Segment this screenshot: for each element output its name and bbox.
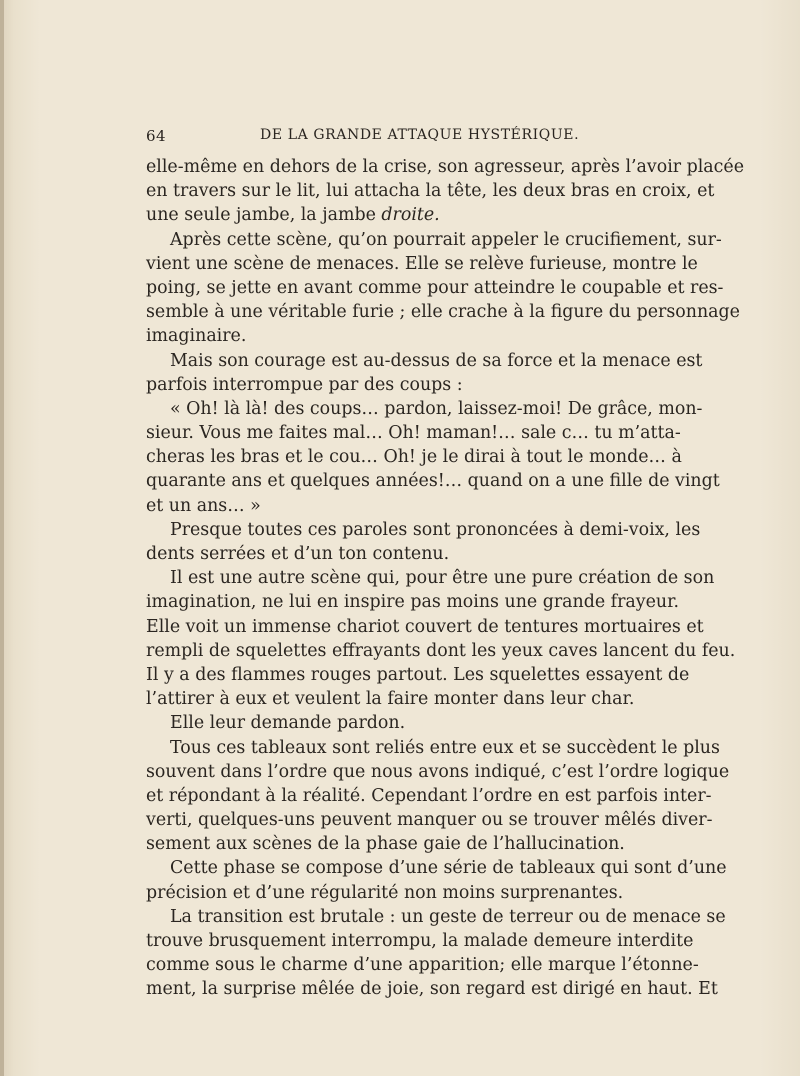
line-text: parfois interrompue par des coups :: [146, 374, 463, 395]
line-text: quarante ans et quelques années!… quand on a une fille de vingt: [146, 471, 720, 492]
running-header: [146, 127, 644, 149]
line-text: verti, quelques-uns peuvent manquer ou se trouver mêlés diver-: [146, 810, 713, 831]
text-line: [146, 832, 644, 856]
line-text: cheras les bras et le cou… Oh! je le dirai à tout le monde… à: [146, 447, 682, 468]
line-text: semble à une véritable furie ; elle crache à la figure du personnage: [146, 302, 740, 323]
text-line: [146, 179, 715, 203]
italic-word: droite.: [381, 205, 440, 226]
text-line: [146, 203, 644, 227]
line-text: imagination, ne lui en inspire pas moins une grande frayeur.: [146, 592, 680, 613]
line-text: elle-même en dehors de la crise, son agresseur, après l’avoir placée: [146, 157, 744, 177]
line-text: Il est une autre scène qui, pour être une pure création de son: [170, 568, 715, 589]
line-text: sement aux scènes de la phase gaie de l’hallucination.: [146, 834, 625, 855]
line-text: poing, se jette en avant comme pour atteindre le coupable et res-: [146, 277, 724, 298]
text-line: [146, 711, 644, 735]
text-line: [146, 929, 694, 953]
text-line: [146, 808, 713, 832]
text-line: [146, 252, 698, 276]
line-text: en travers sur le lit, lui attacha la tête, les deux bras en croix, et: [146, 181, 715, 202]
line-text: une seule jambe, la jambe: [146, 205, 376, 226]
line-text: sieur. Vous me faites mal… Oh! maman!… sale c… tu m’atta-: [146, 423, 681, 444]
line-text: trouve brusquement interrompu, la malade demeure interdite: [146, 931, 694, 951]
page-number: 64: [146, 127, 167, 145]
line-text: comme sous le charme d’une apparition; elle marque l’étonne-: [146, 955, 699, 976]
line-text: « Oh! là là! des coups… pardon, laissez-moi! De grâce, mon-: [170, 398, 703, 419]
line-text: Cette phase se compose d’une série de tableaux qui sont d’une: [170, 858, 727, 879]
binding-edge: [0, 0, 4, 1076]
text-line: [146, 856, 727, 880]
running-title: DE LA GRANDE ATTAQUE HYSTÉRIQUE.: [260, 127, 580, 143]
text-line: [146, 469, 720, 493]
text-line: [146, 494, 644, 518]
text-line: [146, 760, 730, 784]
text-line: [146, 615, 704, 639]
text-line: [146, 542, 644, 566]
line-text: Elle leur demande pardon.: [170, 713, 406, 734]
line-text: Presque toutes ces paroles sont prononcées à demi-voix, les: [170, 519, 701, 540]
line-text: dents serrées et d’un ton contenu.: [146, 544, 450, 564]
line-text: Tous ces tableaux sont reliés entre eux et se succèdent le plus: [170, 737, 720, 758]
text-line: [146, 155, 744, 179]
text-line: [146, 881, 644, 905]
text-line: [146, 953, 699, 977]
line-text: rempli de squelettes effrayants dont les yeux caves lancent du feu.: [146, 640, 736, 661]
text-line: [146, 977, 718, 1001]
line-text: l’attirer à eux et veulent la faire monter dans leur char.: [146, 689, 635, 710]
line-text: et un ans… »: [146, 495, 261, 516]
text-line: [146, 905, 726, 929]
line-text: vient une scène de menaces. Elle se relève furieuse, montre le: [146, 253, 698, 274]
line-text: Elle voit un immense chariot couvert de tentures mortuaires et: [146, 616, 704, 637]
text-line: [146, 349, 703, 373]
line-text: précision et d’une régularité non moins surprenantes.: [146, 882, 624, 903]
text-line: [146, 736, 720, 760]
text-line: [146, 324, 644, 348]
text-line: [146, 397, 703, 421]
line-text: ment, la surprise mêlée de joie, son regard est dirigé en haut. Et: [146, 979, 718, 1000]
text-line: [146, 590, 680, 614]
text-line: [146, 228, 722, 252]
text-line: [146, 300, 740, 324]
text-line: [146, 566, 715, 590]
line-text: imaginaire.: [146, 326, 247, 347]
line-text: La transition est brutale : un geste de terreur ou de menace se: [170, 906, 726, 927]
text-line: [146, 373, 644, 397]
line-text: Mais son courage est au-dessus de sa force et la menace est: [170, 350, 703, 371]
text-line: [146, 518, 701, 542]
text-line: [146, 784, 712, 808]
text-line: [146, 663, 690, 687]
text-line: [146, 276, 724, 300]
text-line: [146, 687, 644, 711]
line-text: souvent dans l’ordre que nous avons indiqué, c’est l’ordre logique: [146, 761, 730, 782]
line-text: Il y a des flammes rouges partout. Les squelettes essayent de: [146, 664, 690, 685]
text-line: [146, 421, 681, 445]
line-text: Après cette scène, qu’on pourrait appeler le crucifiement, sur-: [170, 229, 722, 250]
text-line: [146, 445, 682, 469]
text-line: [146, 639, 736, 663]
line-text: et répondant à la réalité. Cependant l’ordre en est parfois inter-: [146, 785, 712, 806]
body-text: [146, 155, 744, 1002]
